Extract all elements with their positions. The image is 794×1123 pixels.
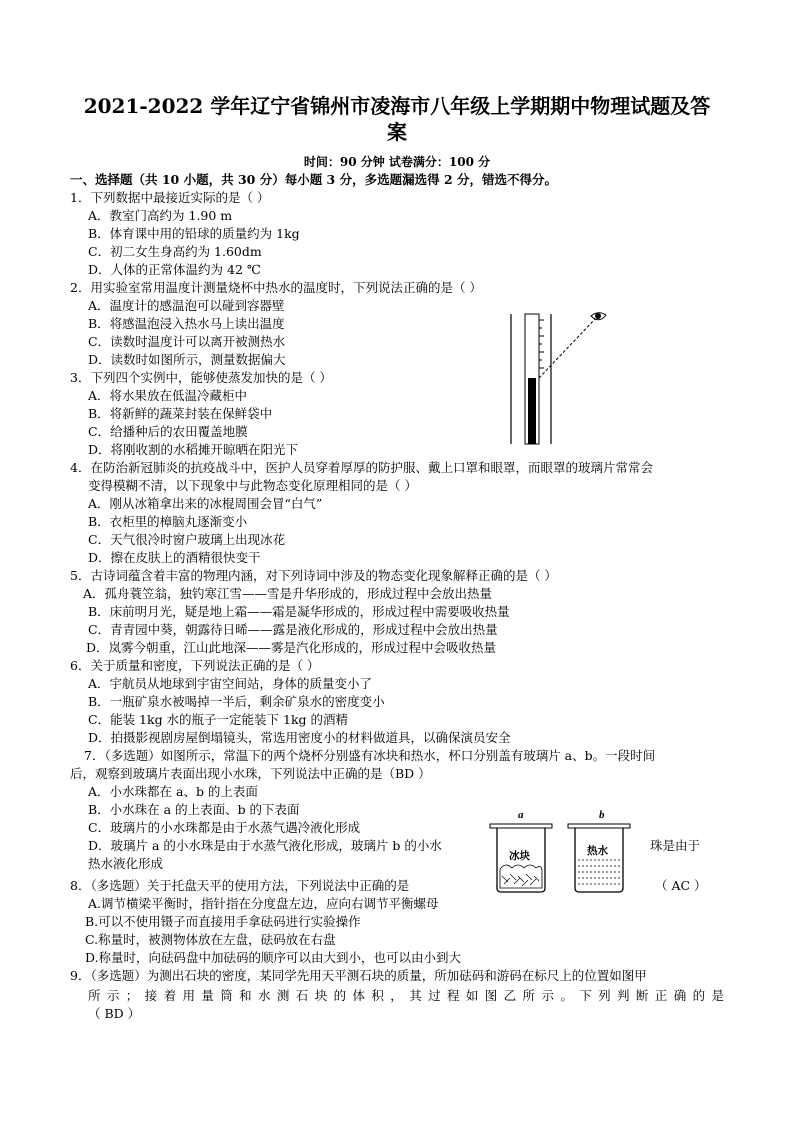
sight-line	[539, 318, 596, 378]
q6-stem: 6．关于质量和密度，下列说法正确的是（ ）	[70, 658, 320, 673]
q7-stem-line-1: 7．（多选题）如图所示，常温下的两个烧杯分别盛有冰块和热水，杯口分别盖有玻璃片 a、b。一段时间	[84, 748, 656, 763]
q7-option-d-part-1: D．玻璃片 a 的小水珠是由于水蒸气液化形成，玻璃片 b 的小水	[88, 838, 442, 853]
section-heading: 一、选择题（共 10 小题，共 30 分）每小题 3 分，多选题漏选得 2 分，错选不得分。	[70, 172, 558, 187]
q4-option-b: B．衣柜里的樟脑丸逐渐变小	[88, 514, 248, 529]
q7-stem-line-2: 后，观察到玻璃片表面出现小水珠，下列说法中正确的是（BD ）	[70, 766, 431, 781]
q2-stem: 2．用实验室常用温度计测量烧杯中热水的温度时，下列说法正确的是（ ）	[70, 280, 482, 295]
q3-option-c: C．给播种后的农田覆盖地膜	[88, 424, 248, 439]
q2-option-c: C．读数时温度计可以离开被测热水	[88, 334, 286, 349]
glass-plate-a	[490, 824, 552, 828]
glass-plate-b	[568, 824, 630, 828]
q4-stem-line-2: 变得模糊不清，以下现象中与此物态变化原理相同的是（ ）	[88, 478, 417, 493]
q5-option-c: C．青青园中葵，朝露待日晞——露是液化形成的，形成过程中会放出热量	[88, 622, 498, 637]
q2-option-b: B．将感温泡浸入热水马上读出温度	[88, 316, 285, 331]
thermometer-figure	[505, 306, 620, 446]
q8-stem: 8．（多选题）关于托盘天平的使用方法，下列说法中正确的是	[70, 878, 410, 893]
q4-option-d: D．擦在皮肤上的酒精很快变干	[88, 550, 261, 565]
exam-info: 时间：90 分钟 试卷满分：100 分	[303, 155, 491, 169]
q1-option-b: B．体育课中用的铅球的质量约为 1kg	[88, 226, 300, 241]
q5-option-a: A．孤舟蓑笠翁，独钓寒江雪——雪是升华形成的，形成过程中会放出热量	[83, 586, 493, 601]
q9-stem-line-1: 9．（多选题）为测出石块的密度，某同学先用天平测石块的质量，所加砝码和游码在标尺上的位置如图甲	[70, 968, 647, 983]
q8-option-d: D.称量时，向砝码盘中加砝码的顺序可以由大到小，也可以由小到大	[85, 950, 462, 965]
q8-answer: （ AC ）	[655, 878, 707, 893]
q5-stem: 5．古诗词蕴含着丰富的物理内涵，对下列诗词中涉及的物态变化现象解释正确的是（ ）	[70, 568, 557, 583]
title-line-1: 2021-2022 学年辽宁省锦州市凌海市八年级上学期期中物理试题及答	[83, 94, 711, 118]
q6-option-d: D．拍摄影视剧房屋倒塌镜头，常选用密度小的材料做道具，以确保演员安全	[88, 730, 511, 745]
q1-stem: 1．下列数据中最接近实际的是（ ）	[70, 190, 270, 205]
q8-option-c: C.称量时，被测物体放在左盘，砝码放在右盘	[85, 932, 336, 947]
q7-option-a: A．小水珠都在 a、b 的上表面	[88, 784, 258, 799]
hot-water-label: 热水	[587, 845, 608, 857]
q1-option-c: C．初二女生身高约为 1.60dm	[88, 244, 262, 259]
q6-option-c: C．能装 1kg 水的瓶子一定能装下 1kg 的酒精	[88, 712, 349, 727]
glass-label-a: a	[518, 809, 524, 821]
q4-option-c: C．天气很冷时窗户玻璃上出现冰花	[88, 532, 286, 547]
beakers-figure	[488, 808, 638, 894]
page-title	[70, 93, 724, 145]
q3-option-a: A．将水果放在低温冷藏柜中	[88, 388, 248, 403]
q4-option-a: A．刚从冰箱拿出来的冰棍周围会冒“白气”	[88, 496, 323, 511]
ice-label: 冰块	[509, 850, 530, 862]
glass-label-b: b	[599, 809, 605, 821]
q3-option-b: B．将新鲜的蔬菜封装在保鲜袋中	[88, 406, 273, 421]
q2-option-a: A．温度计的感温泡可以碰到容器壁	[88, 298, 285, 313]
q7-option-c: C．玻璃片的小水珠都是由于水蒸气遇冷液化形成	[88, 820, 361, 835]
q9-stem-line-2: 所示；接着用量筒和水测石块的体积，其过程如图乙所示。下列判断正确的是	[88, 988, 724, 1003]
title-line-2: 案	[387, 120, 407, 144]
q5-option-d: D．岚雾今朝重，江山此地深——雾是汽化形成的，形成过程中会吸收热量	[86, 640, 497, 655]
q7-option-b: B．小水珠在 a 的上表面、b 的下表面	[88, 802, 300, 817]
q2-option-d: D．读数时如图所示，测量数据偏大	[88, 352, 286, 367]
q6-option-b: B．一瓶矿泉水被喝掉一半后，剩余矿泉水的密度变小	[88, 694, 385, 709]
ice-cubes	[500, 865, 542, 888]
q7-option-d-part-2: 珠是由于	[650, 838, 701, 853]
q7-option-d-part-3: 热水液化形成	[88, 856, 164, 871]
q1-option-a: A．教室门高约为 1.90 m	[88, 208, 233, 223]
q5-option-b: B．床前明月光，疑是地上霜——霜是凝华形成的，形成过程中需要吸收热量	[88, 604, 510, 619]
q3-option-d: D．将刚收割的水稻摊开晾晒在阳光下	[88, 442, 299, 457]
q3-stem: 3．下列四个实例中，能够使蒸发加快的是（ ）	[70, 370, 332, 385]
q4-stem-line-1: 4．在防治新冠肺炎的抗疫战斗中，医护人员穿着厚厚的防护服、戴上口罩和眼罩，而眼罩的玻璃片常常会	[70, 460, 653, 475]
q8-option-a: A.调节横梁平衡时，指针指在分度盘左边，应向右调节平衡螺母	[88, 896, 439, 911]
thermometer-liquid-column	[528, 378, 536, 444]
q9-stem-line-3: （ BD ）	[88, 1006, 141, 1021]
q8-option-b: B.可以不使用镊子而直接用手拿砝码进行实验操作	[85, 914, 361, 929]
q1-option-d: D．人体的正常体温约为 42 ℃	[88, 262, 261, 277]
q6-option-a: A．宇航员从地球到宇宙空间站，身体的质量变小了	[88, 676, 373, 691]
